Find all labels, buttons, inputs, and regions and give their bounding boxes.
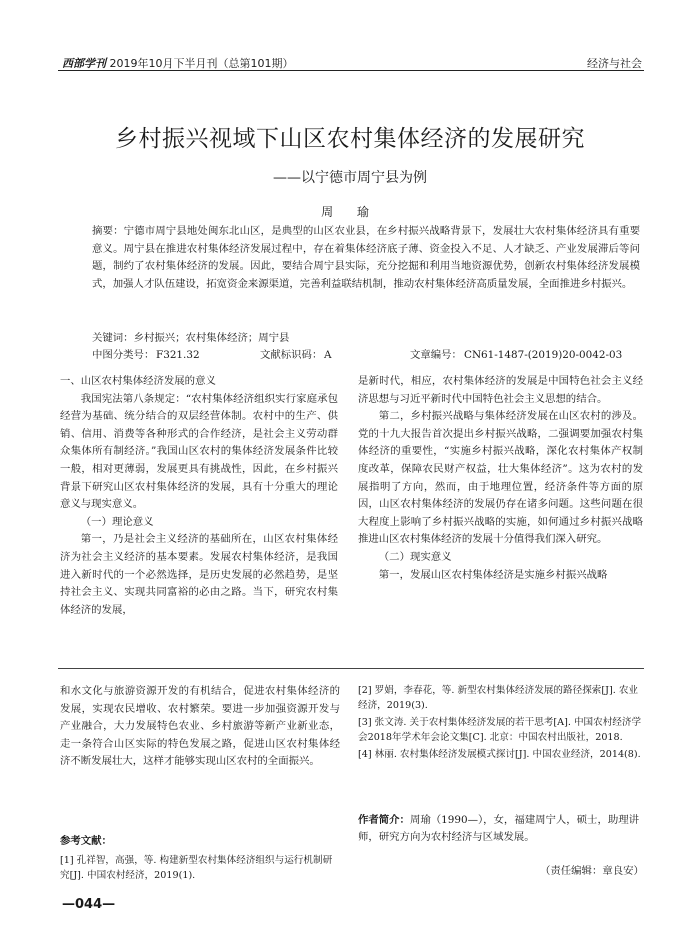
- doc-value: A: [324, 349, 332, 361]
- article-label: 文章编号：: [410, 349, 462, 361]
- article-title: 乡村振兴视域下山区农村集体经济的发展研究: [115, 126, 585, 152]
- reference-item: [1] 孔祥智，高强，等. 构建新型农村集体经济组织与运行机制研究[J]. 中国农村经济，2019(1).: [60, 855, 333, 881]
- reference-item: [3] 张文涛. 关于农村集体经济发展的若干思考[A]. 中国农村经济学会2018年学术年会论文集[C]. 北京：中国农村出版社，2018.: [358, 717, 642, 743]
- references-heading: 参考文献：: [60, 835, 112, 847]
- header-rule: [58, 70, 644, 71]
- doc-label: 文献标识码：: [260, 349, 323, 361]
- clc-label: 中图分类号：: [92, 349, 155, 361]
- references-left: [60, 853, 340, 885]
- reference-item: [2] 罗娟，李春花，等. 新型农村集体经济发展的路径探索[J]. 农业经济，2019(3).: [358, 685, 639, 711]
- section-name: 经济与社会: [587, 57, 642, 70]
- body-paragraph: 第一，发展山区农村集体经济是实施乡村振兴战略: [378, 568, 608, 581]
- continued-text: [60, 683, 340, 771]
- abstract-label: 摘要：: [92, 225, 124, 237]
- journal-header: [62, 55, 294, 71]
- body-paragraph: 我国宪法第八条规定：“农村集体经济组织实行家庭承包经营为基础、统分结合的双层经营体制。农村中的生产、供销、信用、消费等各种形式的合作经济，是社会主义劳动群众集体所有制经济。”我国山区农村的集体经济发展条件比较一般，相对更薄弱，发展更具有挑战性，因此，在乡村振兴背景下研究山区农村集体经济的发展，具有十分重大的理论意义与现实意义。: [60, 392, 338, 511]
- journal-issue: 2019年10月下半月刊（总第101期）: [109, 57, 294, 70]
- article-value: CN61-1487-(2019)20-0042-03: [464, 349, 623, 361]
- body-column-left: [60, 373, 338, 619]
- subsection-heading: （一）理论意义: [80, 515, 154, 528]
- page-divider: [58, 668, 644, 669]
- clc-value: F321.32: [156, 349, 200, 361]
- author-name: 周 瑜: [321, 205, 379, 219]
- body-paragraph: 和水文化与旅游资源开发的有机结合，促进农村集体经济的发展，实现农民增收、农村繁荣。要进一步加强资源开发与产业融合，大力发展特色农业、乡村旅游等新产业新业态，走一条符合山区实际的特色发展之路，促进山区农村集体经济不断发展壮大，这样才能够实现山区农村的全面振兴。: [60, 685, 340, 768]
- article-subtitle: ——以宁德市周宁县为例: [273, 170, 427, 186]
- author-bio-label: 作者简介：: [358, 814, 410, 826]
- author-bio: [358, 812, 643, 846]
- body-paragraph: 第二，乡村振兴战略与集体经济发展在山区农村的涉及。党的十九大报告首次提出乡村振兴战略，二强调要加强农村集体经济的重要性，“实施乡村振兴战略，深化农村集体产权制度改革，保障农民财产权益，壮大集体经济”。这为农村的发展指明了方向，然而，由于地理位置，经济条件等方面的原因，山区农村集体经济的发展仍存在诸多问题。这些问题在很大程度上影响了乡村振兴战略的实施，如何通过乡村振兴战略推进山区农村集体经济的发展十分值得我们深入研究。: [358, 410, 643, 546]
- keywords: [92, 330, 640, 346]
- page-number: —044—: [62, 897, 116, 912]
- references-right: [358, 683, 643, 764]
- abstract: [92, 223, 640, 293]
- abstract-text: 宁德市周宁县地处闽东北山区，是典型的山区农业县，在乡村振兴战略背景下，发展壮大农村集体经济具有重要意义。周宁县在推进农村集体经济发展过程中，存在着集体经济底子薄、资金投入不足、人才缺乏、产业发展滞后等问题，制约了农村集体经济的发展。因此，要结合周宁县实际，充分挖掘和利用当地资源优势，创新农村集体经济发展模式，加强人才队伍建设，拓宽资金来源渠道，完善利益联结机制，推动农村集体经济高质量发展，全面推进乡村振兴。: [92, 225, 640, 290]
- section-heading: 一、山区农村集体经济发展的意义: [60, 375, 216, 387]
- author-bio-text: 周瑜（1990—），女，福建周宁人，硕士，助理讲师，研究方向为农村经济与区域发展。: [358, 814, 640, 843]
- journal-name: 西部学刊: [62, 57, 106, 70]
- reference-item: [4] 林丽. 农村集体经济发展模式探讨[J]. 中国农业经济，2014(8).: [358, 749, 641, 760]
- editor-note: （责任编辑：章良安）: [540, 865, 644, 877]
- body-column-right: [358, 373, 643, 584]
- keywords-label: 关键词：: [92, 332, 134, 344]
- body-paragraph: 是新时代，相应，农村集体经济的发展是中国特色社会主义经济思想与习近平新时代中国特色社会主义思想的结合。: [358, 375, 643, 405]
- body-paragraph: 第一，乃是社会主义经济的基础所在，山区农村集体经济为社会主义经济的基本要素。发展农村集体经济，是我国进入新时代的一个必然选择，是历史发展的必然趋势，是坚持社会主义、实现共同富裕的必由之路。当下，研究农村集体经济的发展，: [60, 533, 338, 616]
- subsection-heading: （二）现实意义: [378, 550, 452, 563]
- keywords-text: 乡村振兴；农村集体经济；周宁县: [133, 332, 290, 344]
